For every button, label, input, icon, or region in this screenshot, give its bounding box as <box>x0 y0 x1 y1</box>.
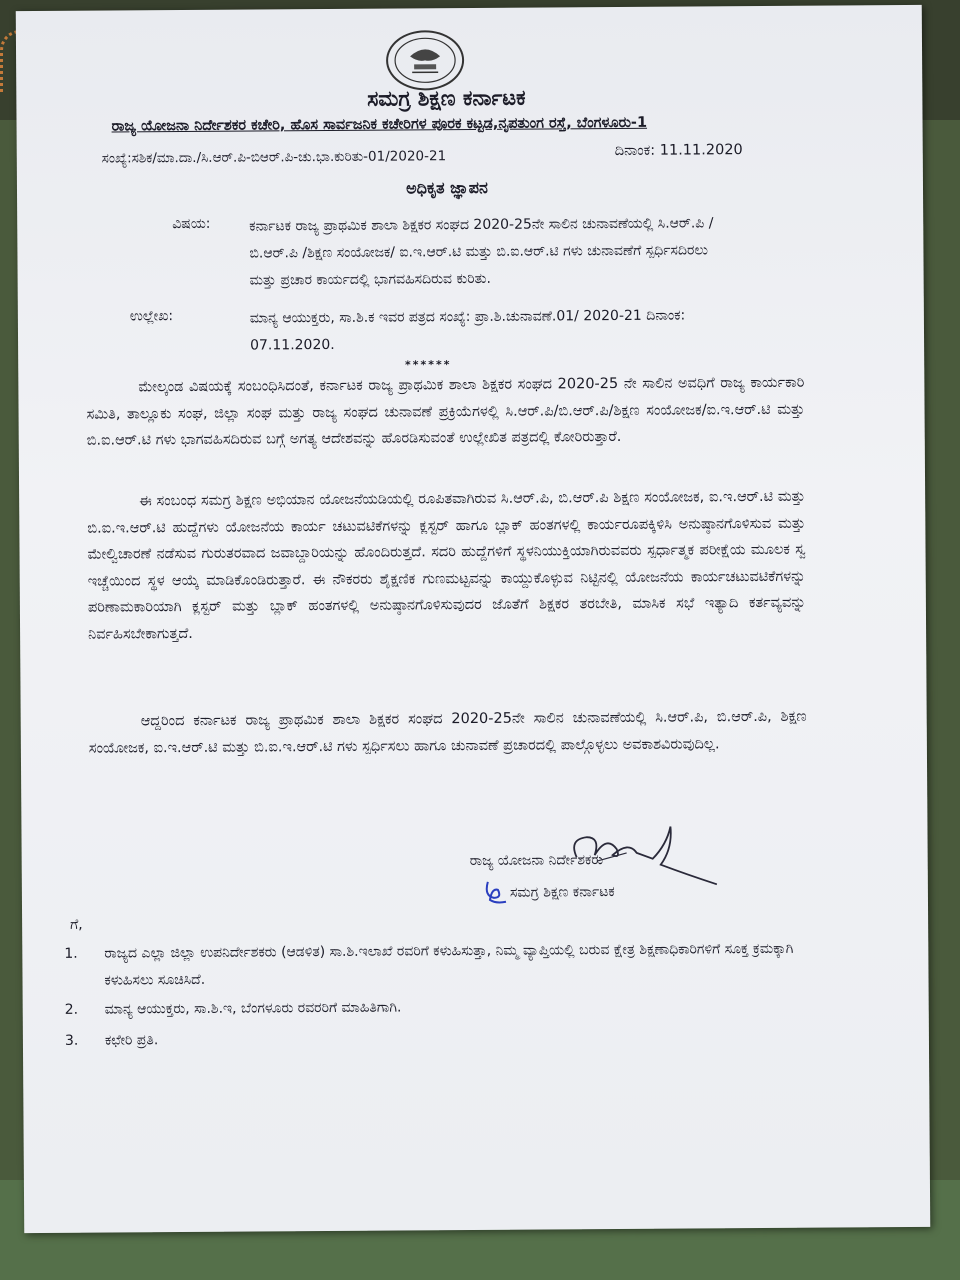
subject-text: ಕರ್ನಾಟಕ ರಾಜ್ಯ ಪ್ರಾಥಮಿಕ ಶಾಲಾ ಶಿಕ್ಷಕರ ಸಂಘದ 2020-25ನೇ ಸಾಲಿನ ಚುನಾವಣೆಯಲ್ಲಿ ಸಿ.ಆರ್.ಪಿ /ಬಿ.ಆರ್.ಪಿ /ಶಿಕ್ಷಣ ಸಂಯೋಜಕ/ ಐ.ಇ.ಆರ್.ಟಿ ಮತ್ತು ಬಿ.ಐ.ಆರ್.ಟಿ ಗಳು ಚುನಾವಣೆಗೆ ಸ್ಪರ್ಧಿಸದಿರಲು ಮತ್ತು ಪ್ರಚಾರ ಕಾರ್ಯದಲ್ಲಿ ಭಾಗವಹಿಸದಿರುವ ಕುರಿತು. <box>249 215 714 289</box>
distribution-item-3 <box>65 1023 825 1055</box>
document-date: ದಿನಾಂಕ: 11.11.2020 <box>614 142 743 159</box>
body-paragraph-2: ಈ ಸಂಬಂಧ ಸಮಗ್ರ ಶಿಕ್ಷಣ ಅಭಿಯಾನ ಯೋಜನೆಯಡಿಯಲ್ಲಿ ರೂಪಿತವಾಗಿರುವ ಸಿ.ಆರ್.ಪಿ, ಬಿ.ಆರ್.ಪಿ ಶಿಕ್ಷಣ ಸಂಯೋಜಕ, ಐ.ಇ.ಆರ್.ಟಿ ಮತ್ತು ಬಿ.ಐ.ಇ.ಆರ್.ಟಿ ಹುದ್ದೆಗಳು ಯೋಜನೆಯ ಕಾರ್ಯ ಚಟುವಟಿಕೆಗಳನ್ನು ಕ್ಲಸ್ಟರ್ ಹಾಗೂ ಬ್ಲಾಕ್ ಹಂತಗಳಲ್ಲಿ ಕಾರ್ಯರೂಪಕ್ಕಿಳಿಸಿ ಅನುಷ್ಠಾನಗೊಳಿಸುವ ಮತ್ತು ಮೇಲ್ವಿಚಾರಣೆ ನಡೆಸುವ ಗುರುತರವಾದ ಜವಾಬ್ದಾರಿಯನ್ನು ಹೊಂದಿರುತ್ತದೆ. ಸದರಿ ಹುದ್ದೆಗಳಿಗೆ ಸ್ಥಳನಿಯುಕ್ತಿಯಾಗಿರುವವರು ಸ್ಪರ್ಧಾತ್ಮಕ ಪರೀಕ್ಷೆಯ ಮೂಲಕ ಸ್ವ ಇಚ್ಚೆಯಿಂದ ಸ್ಥಳ ಆಯ್ಕೆ ಮಾಡಿಕೊಂಡಿರುತ್ತಾರೆ. ಈ ನೌಕರರು ಶೈಕ್ಷಣಿಕ ಗುಣಮಟ್ಟವನ್ನು ಕಾಯ್ದುಕೊಳ್ಳುವ ನಿಟ್ಟಿನಲ್ಲಿ ಯೋಜನೆಯ ಕಾರ್ಯಚಟುವಟಿಕೆಗಳನ್ನು ಪರಿಣಾಮಕಾರಿಯಾಗಿ ಕ್ಲಸ್ಟರ್ ಮತ್ತು ಬ್ಲಾಕ್ ಹಂತಗಳಲ್ಲಿ ಅನುಷ್ಠಾನಗೊಳಿಸುವುದರ ಜೊತೆಗೆ ಶಿಕ್ಷಕರ ತರಬೇತಿ, ಮಾಸಿಕ ಸಭೆ ಇತ್ಯಾದಿ ಕರ್ತವ್ಯವನ್ನು ನಿರ್ವಹಿಸಬೇಕಾಗುತ್ತದೆ. <box>87 488 806 643</box>
organization-address: ರಾಜ್ಯ ಯೋಜನಾ ನಿರ್ದೇಶಕರ ಕಚೇರಿ, ಹೊಸ ಸಾರ್ವಜನಿಕ ಕಚೇರಿಗಳ ಪೂರಕ ಕಟ್ಟಡ,ನೃಪತುಂಗ ರಸ್ತೆ, ಬೆಂಗಳೂರು-1 <box>111 114 648 135</box>
distribution-number: 3. <box>64 1032 79 1049</box>
reference-text: ಮಾನ್ಯ ಆಯುಕ್ತರು, ಸಾ.ಶಿ.ಕ ಇವರ ಪತ್ರದ ಸಂಖ್ಯೆ: ಪ್ರಾ.ಶಿ.ಚುನಾವಣೆ.01/ 2020-21 ದಿನಾಂಕ: 07.11.2020. <box>249 307 686 354</box>
distribution-number: 2. <box>64 1001 79 1018</box>
government-emblem-icon <box>386 30 464 91</box>
signatory-title: ರಾಜ್ಯ ಯೋಜನಾ ನಿರ್ದೇಶಕರು <box>469 852 604 870</box>
distribution-text: ಮಾನ್ಯ ಆಯುಕ್ತರು, ಸಾ.ಶಿ.ಇ, ಬೆಂಗಳೂರು ರವರರಿಗೆ ಮಾಹಿತಿಗಾಗಿ. <box>104 999 402 1018</box>
organization-title: ಸಮಗ್ರ ಶಿಕ್ಷಣ ಕರ್ನಾಟಕ <box>367 85 526 111</box>
distribution-item-1 <box>64 936 824 995</box>
body-paragraph-3: ಆದ್ದರಿಂದ ಕರ್ನಾಟಕ ರಾಜ್ಯ ಪ್ರಾಥಮಿಕ ಶಾಲಾ ಶಿಕ್ಷಕರ ಸಂಘದ 2020-25ನೇ ಸಾಲಿನ ಚುನಾವಣೆಯಲ್ಲಿ ಸಿ.ಆರ್.ಪಿ, ಬಿ.ಆರ್.ಪಿ, ಶಿಕ್ಷಣ ಸಂಯೋಜಕ, ಐ.ಇ.ಆರ್.ಟಿ ಮತ್ತು ಬಿ.ಐ.ಇ.ಆರ್.ಟಿ ಗಳು ಸ್ಪರ್ಧಿಸಲು ಹಾಗೂ ಚುನಾವಣೆ ಪ್ರಚಾರದಲ್ಲಿ ಪಾಲ್ಗೊಳ್ಳಲು ಅವಕಾಶವಿರುವುದಿಲ್ಲ. <box>88 708 807 757</box>
distribution-text: ರಾಜ್ಯದ ಎಲ್ಲಾ ಜಿಲ್ಲಾ ಉಪನಿರ್ದೇಶಕರು (ಆಡಳಿತ) ಸಾ.ಶಿ.ಇಲಾಖೆ ರವರಿಗೆ ಕಳುಹಿಸುತ್ತಾ, ನಿಮ್ಮ ವ್ಯಾಪ್ತಿಯಲ್ಲಿ ಬರುವ ಕ್ಷೇತ್ರ ಶಿಕ್ಷಣಾಧಿಕಾರಿಗಳಿಗೆ ಸೂಕ್ತ ಕ್ರಮಕ್ಕಾಗಿ ಕಳುಹಿಸಲು ಸೂಚಿಸಿದೆ. <box>104 940 794 989</box>
ink-initial <box>482 878 510 906</box>
distribution-label: ಗೆ, <box>70 916 83 933</box>
memo-title: ಅಧಿಕೃತ ಜ್ಞಾಪನ <box>406 177 488 198</box>
reference-label: ಉಲ್ಲೇಖ: <box>129 308 174 325</box>
distribution-item-2 <box>65 992 825 1024</box>
signatory-organization: ಸಮಗ್ರ ಶಿಕ್ಷಣ ಕರ್ನಾಟಕ <box>509 884 615 901</box>
document-page <box>16 5 931 1233</box>
reference-number: ಸಂಖ್ಯೆ:ಸಶಿಕ/ಮಾ.ದಾ./ಸಿ.ಆರ್.ಪಿ-ಬಿಆರ್.ಪಿ-ಚು.ಭಾ.ಕುರಿತು-01/2020-21 <box>101 148 447 167</box>
subject-label: ವಿಷಯ: <box>172 215 211 233</box>
separator: ****** <box>404 358 452 372</box>
distribution-number: 1. <box>64 945 78 962</box>
body-paragraph-1: ಮೇಲ್ಕಂಡ ವಿಷಯಕ್ಕೆ ಸಂಬಂಧಿಸಿದಂತೆ, ಕರ್ನಾಟಕ ರಾಜ್ಯ ಪ್ರಾಥಮಿಕ ಶಾಲಾ ಶಿಕ್ಷಕರ ಸಂಘದ 2020-25 ನೇ ಸಾಲಿನ ಅವಧಿಗೆ ರಾಜ್ಯ ಕಾರ್ಯಕಾರಿ ಸಮಿತಿ, ತಾಲ್ಲೂಕು ಸಂಘ, ಜಿಲ್ಲಾ ಸಂಘ ಮತ್ತು ರಾಜ್ಯ ಸಂಘದ ಚುನಾವಣೆ ಪ್ರಕ್ರಿಯೆಗಳಲ್ಲಿ ಸಿ.ಆರ್.ಪಿ/ಬಿ.ಆರ್.ಪಿ/ಶಿಕ್ಷಣ ಸಂಯೋಜಕ/ಐ.ಇ.ಆರ್.ಟಿ ಮತ್ತು ಬಿ.ಐ.ಆರ್.ಟಿ ಗಳು ಭಾಗವಹಿಸದಿರುವ ಬಗ್ಗೆ ಅಗತ್ಯ ಆದೇಶವನ್ನು ಹೊರಡಿಸುವಂತೆ ಉಲ್ಲೇಖಿತ ಪತ್ರದಲ್ಲಿ ಕೋರಿರುತ್ತಾರೆ. <box>86 374 805 449</box>
distribution-text: ಕಛೇರಿ ಪ್ರತಿ. <box>104 1032 159 1049</box>
